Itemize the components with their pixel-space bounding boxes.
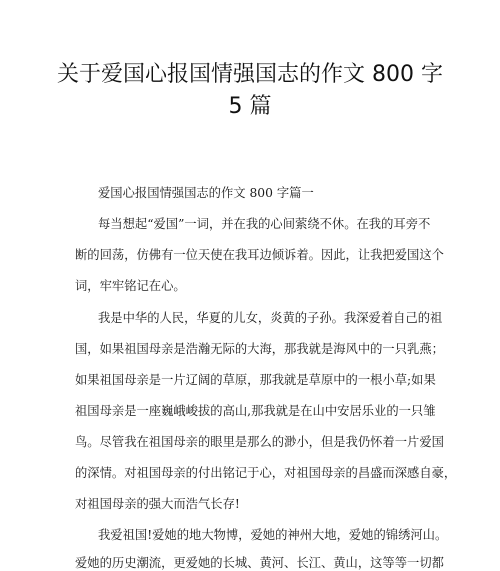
paragraph-line: 对祖国母亲的强大而浩气长存!	[75, 497, 240, 511]
paragraph-line: 我爱祖国!爱她的地大物博，爱她的神州大地，爱她的锦绣河山。	[98, 528, 448, 542]
document-title-line-2: 5 篇	[228, 94, 272, 119]
section-heading: 爱国心报国情强国志的作文 800 字篇一	[98, 186, 314, 200]
document-title-line-1: 关于爱国心报国情强国志的作文 800 字	[57, 62, 443, 87]
paragraph-line: 祖国母亲是一座巍峨峻拔的高山,那我就是在山中安居乐业的一只雏	[75, 404, 436, 418]
paragraph-line: 的深情。对祖国母亲的付出铭记于心，对祖国母亲的昌盛而深感自豪，	[75, 466, 457, 480]
paragraph-line: 国，如果祖国母亲是浩瀚无际的大海，那我就是海风中的一只乳燕；	[75, 342, 444, 356]
paragraph-line: 断的回荡，仿佛有一位天使在我耳边倾诉着。因此，让我把爱国这个	[75, 248, 444, 262]
paragraph-line: 我是中华的人民，华夏的儿女，炎黄的子孙。我深爱着自己的祖	[98, 311, 443, 325]
paragraph-line: 词，牢牢铭记在心。	[75, 279, 186, 293]
paragraph-line: 爱她的历史潮流，更爱她的长城、黄河、长江、黄山，这等等一切都	[75, 556, 444, 570]
paragraph-line: 如果祖国母亲是一片辽阔的草原，那我就是草原中的一根小草;如果	[75, 373, 436, 387]
paragraph-line: 鸟。尽管我在祖国母亲的眼里是那么的渺小，但是我仍怀着一片爱国	[75, 435, 444, 449]
paragraph-line: 每当想起“爱国”一词，并在我的心间萦绕不休。在我的耳旁不	[98, 217, 431, 231]
